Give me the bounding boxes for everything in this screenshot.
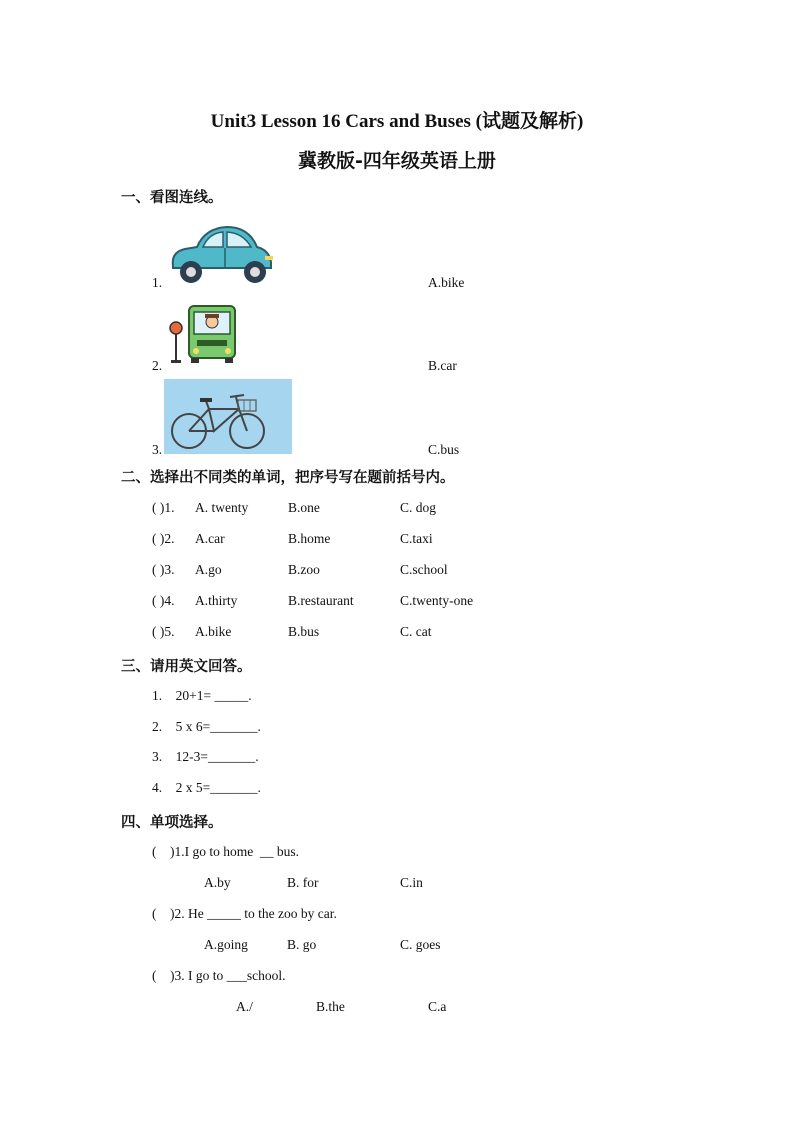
s4-q2-a: A.going (204, 937, 248, 952)
s2-q1-c: C. dog (400, 500, 437, 515)
s2-q2-a: A.car (195, 531, 225, 546)
match-right-c: C.bus (428, 442, 460, 457)
s4-q2-c: C. goes (400, 937, 441, 952)
s2-q2-num: ( )2. (152, 531, 175, 546)
section-4-heading: 四、单项选择。 (121, 815, 223, 831)
s2-q1-num: ( )1. (152, 500, 175, 515)
s3-item-3: 3. 12-3=_______. (152, 749, 259, 764)
bus-icon (167, 302, 239, 366)
s4-q1: ( )1.I go to home __ bus. (152, 844, 299, 859)
s2-q3-num: ( )3. (152, 562, 175, 577)
s4-q3: ( )3. I go to ___school. (152, 968, 286, 983)
s2-q5-num: ( )5. (152, 624, 175, 639)
s4-q3-c: C.a (428, 999, 447, 1014)
s2-q4-a: A.thirty (195, 593, 238, 608)
s4-q2-b: B. go (287, 937, 317, 952)
s4-q1-b: B. for (287, 875, 319, 890)
s4-q2: ( )2. He _____ to the zoo by car. (152, 906, 337, 921)
s4-q1-c: C.in (400, 875, 423, 890)
s2-q4-c: C.twenty-one (400, 593, 474, 608)
s3-item-4: 4. 2 x 5=_______. (152, 780, 261, 795)
section-2-heading: 二、选择出不同类的单词，把序号写在题前括号内。 (121, 470, 455, 486)
s4-q1-a: A.by (204, 875, 231, 890)
s2-q2-c: C.taxi (400, 531, 433, 546)
s2-q3-c: C.school (400, 562, 448, 577)
s3-item-2: 2. 5 x 6=_______. (152, 719, 261, 734)
s2-q5-c: C. cat (400, 624, 432, 639)
s2-q4-b: B.restaurant (288, 593, 354, 608)
car-icon (165, 222, 277, 286)
s4-q3-a: A./ (236, 999, 253, 1014)
s2-q4-num: ( )4. (152, 593, 175, 608)
s2-q5-a: A.bike (195, 624, 232, 639)
match-left-3: 3. (152, 442, 163, 457)
page-title: Unit3 Lesson 16 Cars and Buses (试题及解析) (210, 111, 584, 132)
s2-q3-a: A.go (195, 562, 222, 577)
s2-q2-b: B.home (288, 531, 331, 546)
s2-q1-a: A. twenty (195, 500, 249, 515)
s2-q5-b: B.bus (288, 624, 320, 639)
section-3-heading: 三、请用英文回答。 (121, 659, 252, 675)
match-left-2: 2. (152, 358, 163, 373)
match-left-1: 1. (152, 275, 163, 290)
page-subtitle: 冀教版-四年级英语上册 (298, 150, 496, 172)
s2-q1-b: B.one (288, 500, 320, 515)
s4-q3-b: B.the (316, 999, 345, 1014)
bike-icon (164, 379, 292, 454)
match-right-b: B.car (428, 358, 457, 373)
section-1-heading: 一、看图连线。 (121, 190, 223, 206)
s3-item-1: 1. 20+1= _____. (152, 688, 252, 703)
match-right-a: A.bike (428, 275, 465, 290)
s2-q3-b: B.zoo (288, 562, 320, 577)
